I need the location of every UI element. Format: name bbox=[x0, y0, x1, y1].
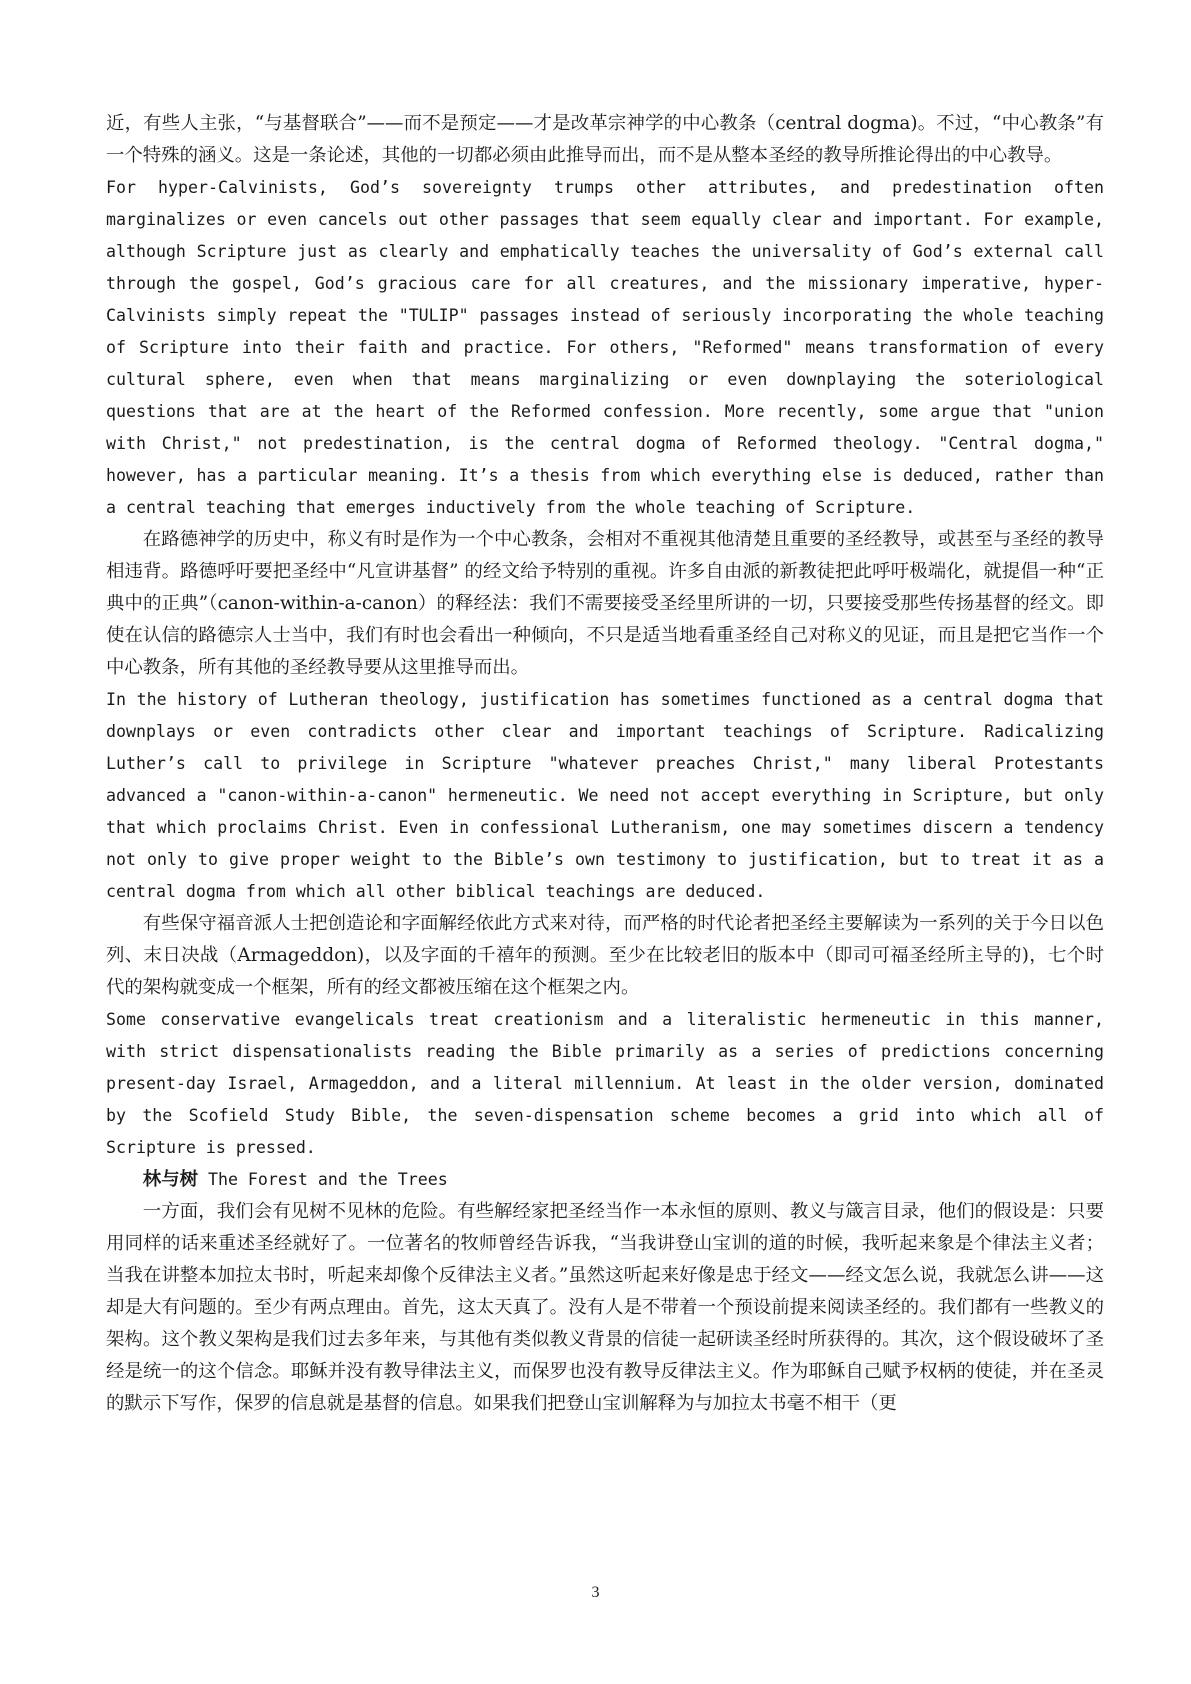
paragraph-zh-4: 一方面，我们会有见树不见林的危险。有些解经家把圣经当作一本永恒的原则、教义与箴言目录，他们的假设是：只要用同样的话来重述圣经就好了。一位著名的牧师曾经告诉我，“当我讲登山宝训的道的时候，我听起来象是个律法主义者；当我在讲整本加拉太书时，听起来却像个反律法主义者。”虽然这听起来好像是忠于经文——经文怎么说，我就怎么讲——这却是大有问题的。至少有两点理由。首先，这太天真了。没有人是不带着一个预设前提来阅读圣经的。我们都有一些教义的架构。这个教义架构是我们过去多年来，与其他有类似教义背景的信徒一起研读圣经时所获得的。其次，这个假设破坏了圣经是统一的这个信念。耶稣并没有教导律法主义，而保罗也没有教导反律法主义。作为耶稣自己赋予权柄的使徒，并在圣灵的默示下写作，保罗的信息就是基督的信息。如果我们把登山宝训解释为与加拉太书毫不相干（更 bbox=[106, 1201, 1104, 1414]
paragraph-en-2: In the history of Lutheran theology, justification has sometimes functioned as a central dogma that downplays or even contradicts other clear and important teachings of Scripture. Radicalizing Luther’s call to privilege in Scripture "whatever preaches Christ," many liberal Protestants advanced a "canon-within-a-canon" hermeneutic. We need not accept everything in Scripture, but only that which proclaims Christ. Even in confessional Lutheranism, one may sometimes discern a tendency not only to give proper weight to the Bible’s own testimony to justification, but to treat it as a central dogma from which all other biblical teachings are deduced. bbox=[106, 690, 1104, 901]
document-page bbox=[106, 108, 1104, 1420]
section-heading-zh: 林与树 bbox=[142, 1169, 198, 1190]
paragraph-zh-1: 近，有些人主张，“与基督联合”——而不是预定——才是改革宗神学的中心教条（central dogma)。不过，“中心教条”有一个特殊的涵义。这是一条论述，其他的一切都必须由此推导而出，而不是从整本圣经的教导所推论得出的中心教导。 bbox=[106, 113, 1104, 166]
section-heading bbox=[106, 1164, 1104, 1196]
paragraph-zh-3: 有些保守福音派人士把创造论和字面解经依此方式来对待，而严格的时代论者把圣经主要解读为一系列的关于今日以色列、末日决战（Armageddon)，以及字面的千禧年的预测。至少在比较老旧的版本中（即司可福圣经所主导的)，七个时代的架构就变成一个框架，所有的经文都被压缩在这个框架之内。 bbox=[106, 913, 1104, 998]
paragraph-en-1: For hyper-Calvinists, God’s sovereignty trumps other attributes, and predestination often marginalizes or even cancels out other passages that seem equally clear and important. For example, although Scripture just as clearly and emphatically teaches the universality of God’s external call through the gospel, God’s gracious care for all creatures, and the missionary imperative, hyper-Calvinists simply repeat the "TULIP" passages instead of seriously incorporating the whole teaching of Scripture into their faith and practice. For others, "Reformed" means transformation of every cultural sphere, even when that means marginalizing or even downplaying the soteriological questions that are at the heart of the Reformed confession. More recently, some argue that "union with Christ," not predestination, is the central dogma of Reformed theology. "Central dogma," however, has a particular meaning. It’s a thesis from which everything else is deduced, rather than a central teaching that emerges inductively from the whole teaching of Scripture. bbox=[106, 178, 1104, 517]
section-heading-en: The Forest and the Trees bbox=[197, 1170, 448, 1189]
paragraph-zh-2: 在路德神学的历史中，称义有时是作为一个中心教条，会相对不重视其他清楚且重要的圣经教导，或甚至与圣经的教导相违背。路德呼吁要把圣经中“凡宣讲基督” 的经文给予特别的重视。许多自由派的新教徒把此呼吁极端化，就提倡一种“正典中的正典”（canon-within-a-canon）的释经法：我们不需要接受圣经里所讲的一切，只要接受那些传扬基督的经文。即使在认信的路德宗人士当中，我们有时也会看出一种倾向，不只是适当地看重圣经自己对称义的见证，而且是把它当作一个中心教条，所有其他的圣经教导要从这里推导而出。 bbox=[106, 529, 1104, 678]
page-number: 3 bbox=[591, 1584, 600, 1601]
paragraph-en-3: Some conservative evangelicals treat creationism and a literalistic hermeneutic in this manner, with strict dispensationalists reading the Bible primarily as a series of predictions concerning present-day Israel, Armageddon, and a literal millennium. At least in the older version, dominated by the Scofield Study Bible, the seven-dispensation scheme becomes a grid into which all of Scripture is pressed. bbox=[106, 1010, 1104, 1157]
